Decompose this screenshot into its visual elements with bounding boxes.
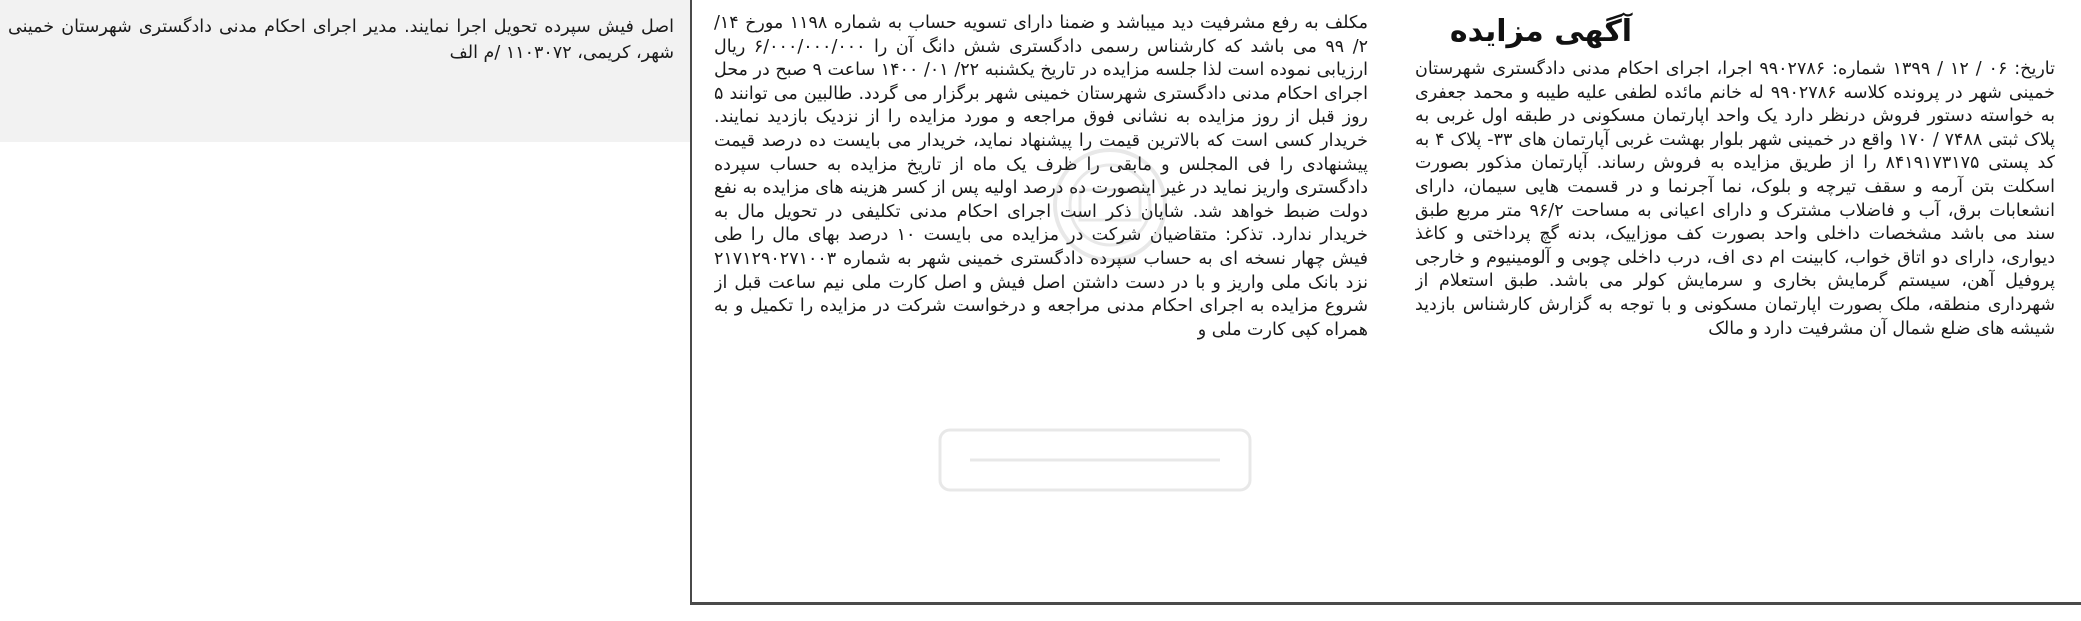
- notice-title: آگهی مزایده: [1449, 14, 1633, 49]
- auction-notice: [692, 0, 2081, 621]
- notice-border-left: [690, 0, 692, 604]
- notice-border-bottom: [690, 602, 2081, 605]
- notice-column-3: اصل فیش سپرده تحویل اجرا نمایند. مدیر اجرای احکام مدنی دادگستری شهرستان خمینی شهر، کریمی، ۱۱۰۳۰۷۲ /م الف: [8, 17, 674, 63]
- stamp-mark: [930, 415, 1260, 505]
- watermark-logo: [1010, 140, 1210, 270]
- notice-column-2: مکلف به رفع مشرفیت دید میباشد و ضمنا دارای تسویه حساب به شماره ۱۱۹۸ مورخ ۱۴/ ۲/ ۹۹ می باشد که کارشناس رسمی دادگستری شش دانگ آن را ۶/۰۰۰/۰۰۰/۰۰۰ ریال ارزیابی نموده است لذا جلسه مزایده در تاریخ یکشنبه ۲۲/ ۰۱/ ۱۴۰۰ ساعت ۹ صبح در محل اجرای احکام مدنی دادگستری شهرستان خمینی شهر برگزار می گردد. طالبین می توانند ۵ روز قبل از روز مزایده به نشانی فوق مراجعه و مورد مزایده را از نزدیک بازدید نمایند. خریدار کسی است که بالاترین قیمت را پیشنهاد نماید، خریدار می بایست ده درصد قیمت پیشنهادی را فی المجلس و مابقی را ظرف یک ماه از تاریخ مزایده به حساب سپرده دادگستری واریز نماید در غیر اینصورت ده درصد اولیه پس از کسر هزینه های مزایده به نفع دولت ضبط خواهد شد. شایان ذکر است اجرای احکام مدنی تکلیفی در تحویل مال به خریدار ندارد. تذکر: متقاضیان شرکت در مزایده می بایست ۱۰ درصد بهای مال را طی فیش چهار نسخه ای به حساب سپرده دادگستری خمینی شهر به شماره ۲۱۷۱۲۹۰۲۷۱۰۰۳ نزد بانک ملی واریز و با در دست داشتن اصل فیش و اصل کارت ملی نیم ساعت قبل از شروع مزایده به اجرای احکام مدنی مراجعه و درخواست شرکت در مزایده را تکمیل و به همراه کپی کارت ملی و: [714, 13, 1368, 340]
- continuation-panel: [0, 0, 692, 142]
- notice-column-1: تاریخ: ۰۶ / ۱۲ / ۱۳۹۹ شماره: ۹۹۰۲۷۸۶ اجرا، اجرای احکام مدنی دادگستری شهرستان خمینی شهر در پرونده کلاسه ۹۹۰۲۷۸۶ له خانم مائده لطفی علیه طیبه و محمد جعفری به خواسته دستور فروش درنظر دارد یک واحد اپارتمان مسکونی در طبقه اول غربی به پلاک ثبتی ۷۴۸۸ / ۱۷۰ واقع در خمینی شهر بلوار بهشت غربی آپارتمان های ۳۳- پلاک ۴ به کد پستی ۸۴۱۹۱۷۳۱۷۵ را از طریق مزایده به فروش رساند. آپارتمان مذکور بصورت اسکلت بتن آرمه و سقف تیرچه و بلوک، نما آجرنما و در قسمت هایی سیمان، دارای انشعابات برق، آب و فاضلاب مشترک و دارای اعیانی به مساحت ۹۶/۲ متر مربع طبق سند می باشد مشخصات داخلی واحد بصورت کف موزاییک، بدنه گچ پرداختی و کاغذ دیواری، دارای دو اتاق خواب، کابینت ام دی اف، درب داخلی چوبی و آلومینیوم و خارجی پروفیل آهن، سیستم گرمایش بخاری و سرمایش کولر می باشد. طبق استعلام از شهرداری منطقه، ملک بصورت اپارتمان مسکونی و با توجه به گزارش کارشناس بازدید شیشه های ضلع شمال آن مشرفیت دارد و مالک: [1415, 59, 2055, 339]
